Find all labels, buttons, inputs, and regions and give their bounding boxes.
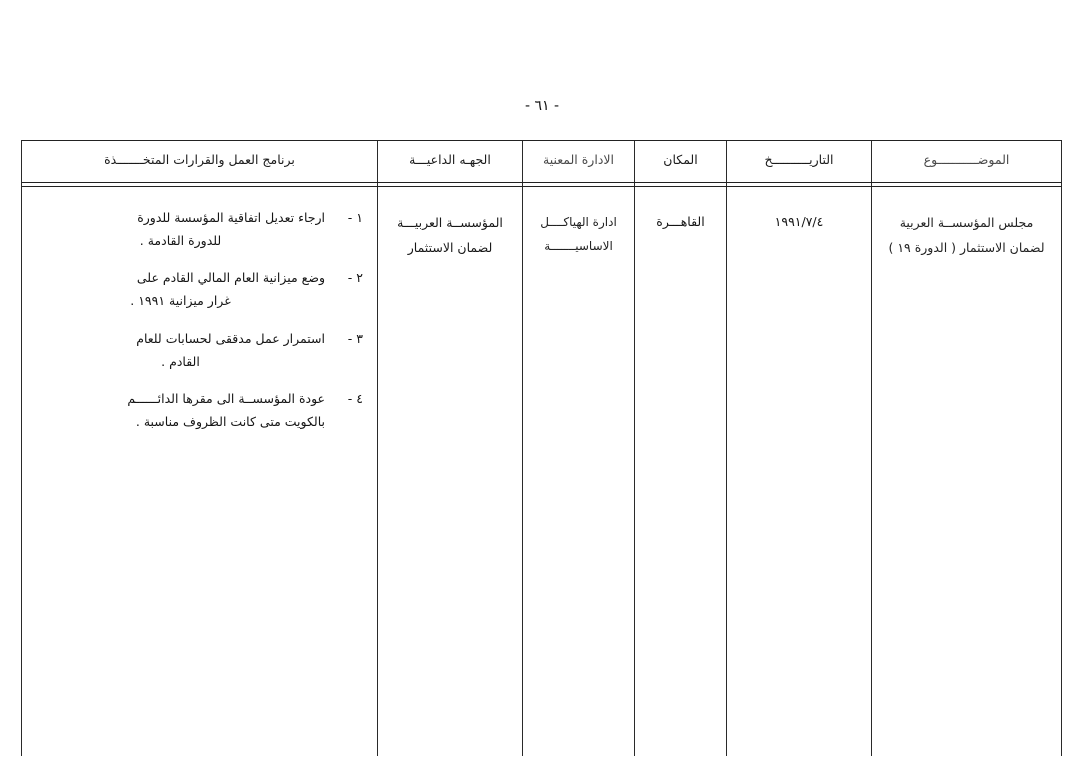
column-header-decisions-label: برنامج العمل والقرارات المتخـــــــذة [104, 152, 295, 167]
table-top-rule [22, 140, 1062, 141]
list-item [36, 387, 363, 433]
decision-line: القادم . [161, 353, 200, 369]
cell-decisions [22, 182, 378, 756]
subject-line-2: لضمان الاستثمار ( الدورة ١٩ ) [888, 240, 1045, 255]
cell-subject [872, 182, 1062, 756]
decision-number: ٤ - [347, 390, 363, 406]
list-item [36, 206, 363, 252]
table-header-row [22, 140, 1062, 182]
decision-text [36, 266, 325, 312]
body-line-1: المؤسســة العربيـــة [397, 215, 503, 230]
column-header-date-label: التاريــــــــــخ [764, 152, 834, 167]
body-text-block [378, 182, 522, 260]
decision-text [36, 387, 325, 433]
column-header-department [523, 140, 635, 182]
department-line-1: ادارة الهياكــــل [540, 215, 617, 229]
meetings-table [21, 140, 1062, 756]
place-value: القاهـــرة [656, 214, 705, 229]
subject-line-1: مجلس المؤسســة العربية [899, 215, 1034, 230]
header-rule-thick [22, 186, 1062, 187]
cell-department [523, 182, 635, 756]
decision-text [36, 327, 325, 373]
column-header-body-label: الجهـه الداعيـــة [409, 152, 491, 167]
body-line-2: لضمان الاستثمار [407, 240, 493, 255]
list-item [36, 266, 363, 312]
subject-text-block [872, 182, 1061, 260]
decision-text [36, 206, 325, 252]
column-header-subject [872, 140, 1062, 182]
decision-line: وضع ميزانية العام المالي القادم على [136, 270, 325, 286]
department-line-2: الاساسيـــــــة [544, 239, 613, 253]
document-table-container [22, 140, 1062, 760]
department-text-block [523, 182, 634, 258]
page-number: - ٦١ - [524, 98, 560, 114]
cell-body [378, 182, 523, 756]
cell-date [727, 182, 872, 756]
cell-place [635, 182, 727, 756]
column-header-subject-label: الموضـــــــــــوع [923, 152, 1010, 167]
decision-number: ١ - [347, 210, 363, 225]
column-header-date [727, 140, 872, 182]
column-header-place-label: المكان [663, 152, 698, 167]
header-rule-thin [22, 182, 1062, 183]
decision-line: غرار ميزانية ١٩٩١ . [130, 293, 231, 309]
list-item [36, 327, 363, 373]
column-header-body [378, 140, 523, 182]
decision-line: بالكويت متى كانت الظروف مناسبة . [135, 413, 325, 429]
decision-line: عودة المؤسســة الى مقرها الدائــــــم [127, 390, 325, 406]
column-header-decisions [22, 140, 378, 182]
column-header-department-label: الادارة المعنية [543, 152, 614, 167]
table-row [22, 182, 1062, 756]
column-header-place [635, 140, 727, 182]
decision-line: للدورة القادمة . [139, 233, 222, 249]
decision-number: ٣ - [347, 330, 363, 346]
decision-line: ارجاء تعديل اتفاقية المؤسسة للدورة [137, 210, 325, 225]
decision-number: ٢ - [347, 270, 363, 286]
decision-line: استمرار عمل مدققى لحسابات للعام [136, 330, 325, 346]
decisions-list [22, 182, 377, 433]
date-value: ١٩٩١/٧/٤ [774, 214, 824, 229]
